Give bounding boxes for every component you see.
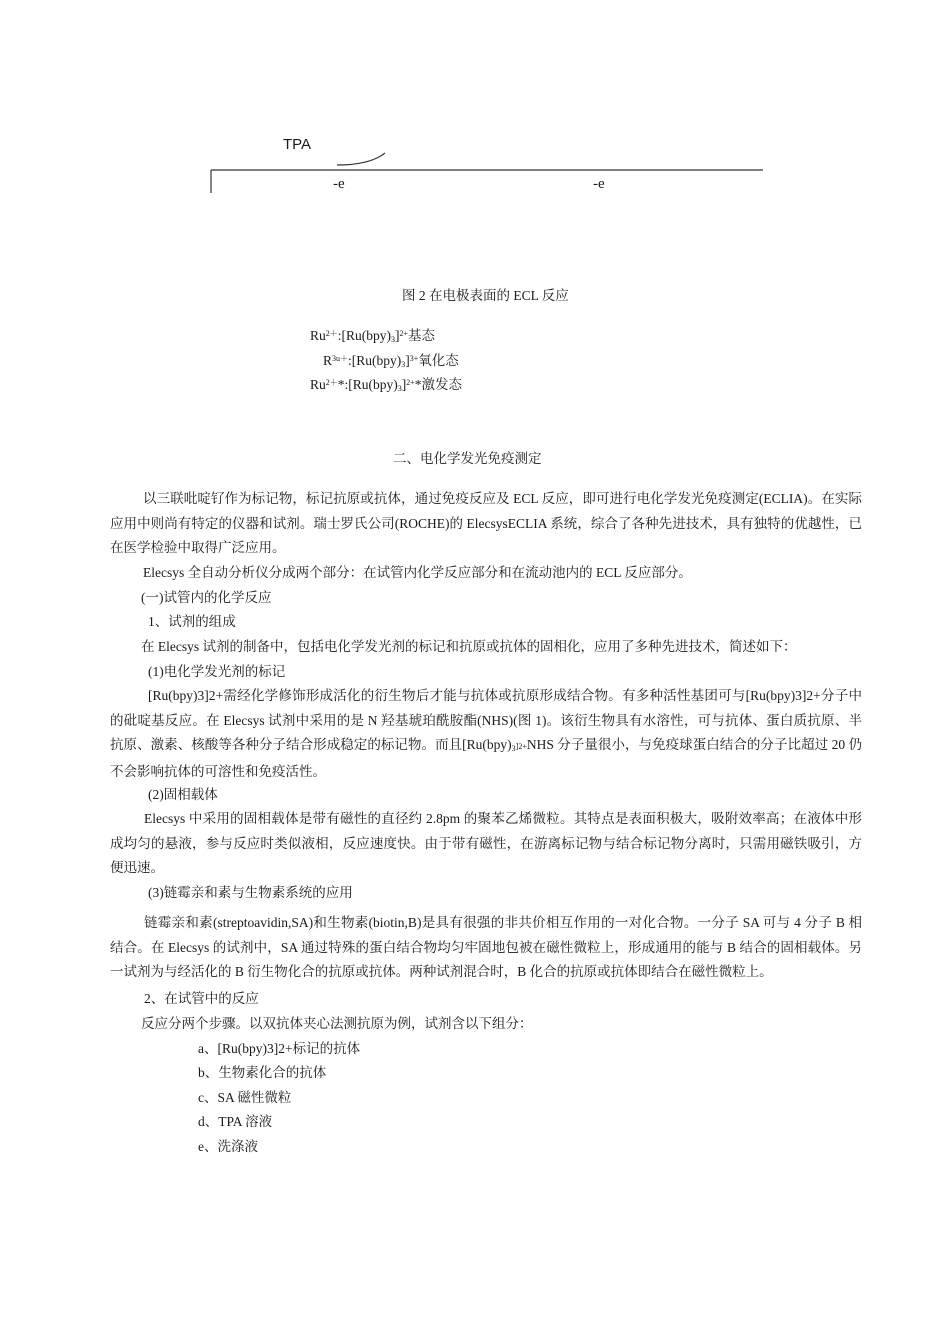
paragraph-analyzer: Elecsys 全自动分析仪分成两个部分：在试管内化学反应部分和在流动池内的 ECL 反应部分。	[143, 565, 692, 580]
electron-label-right: -e	[593, 176, 605, 192]
heading-tube-reaction: (一)试管内的化学反应	[141, 590, 272, 605]
legend-item-ground-state: $Ru^{2+}:[Ru(bpy)_3]^{2+}$基态	[310, 328, 436, 344]
heading-tube-reaction-steps: 2、在试管中的反应	[144, 991, 259, 1006]
figure-caption: 图 2 在电极表面的 ECL 反应	[402, 288, 569, 303]
heading-solid-phase: (2)固相载体	[148, 787, 218, 802]
electrode-diagram-lines	[205, 145, 770, 197]
legend-item-excited-state: $Ru^{2+}*:[Ru(bpy)_3]^{2+}*$激发态	[310, 377, 463, 393]
reaction-arc	[337, 153, 385, 165]
list-item: a、[Ru(bpy)3]2+标记的抗体	[198, 1041, 361, 1056]
heading-streptavidin-biotin: (3)链霉亲和素与生物素系统的应用	[148, 885, 353, 900]
paragraph-reagent-prep: 在 Elecsys 试剂的制备中，包括电化学发光剂的标记和抗原或抗体的固相化，应用了多种先进技术，简述如下：	[141, 639, 797, 654]
paragraph-streptavidin-biotin: 链霉亲和素(streptoavidin,SA)和生物素(biotin,B)是具有很强的非共价相互作用的一对化合物。一分子 SA 可与 4 分子 B 相结合。在 Elecsys 的试剂中，SA 通过特殊的蛋白结合物均匀牢固地包被在磁性微粒上，形成通用的能与 B 结合的固相载体。另一试剂为与经活化的 B 衍生物化合的抗原或抗体。两种试剂混合时，B 化合的抗原或抗体即结合在磁性微粒上。	[110, 915, 862, 979]
electron-label-left: -e	[333, 176, 345, 192]
legend-item-oxidized-state: $R^{3u+}:[Ru(bpy)_3]^{3+}$氧化态	[323, 353, 459, 369]
paragraph-intro: 以三联吡啶钌作为标记物，标记抗原或抗体，通过免疫反应及 ECL 反应，即可进行电化学发光免疫测定(ECLIA)。在实际应用中则尚有特定的仪器和试剂。瑞士罗氏公司(ROCHE)的 ElecsysECLIA 系统，综合了各种先进技术，具有独特的优越性，已在医学检验中取得广泛应用。	[110, 491, 862, 555]
paragraph-labeling: [Ru(bpy)3]2+需经化学修饰形成活化的衍生物后才能与抗体或抗原形成结合物。有多种活性基团可与[Ru(bpy)3]2+分子中的砒啶基反应。在 Elecsys 试剂中采用的是 N 羟基琥珀酰胺酯(NHS)(图 1)。该衍生物具有水溶性，可与抗体、蛋白质抗原、半抗原、激素、核酸等各种分子结合形成稳定的标记物。而且$[Ru(bpy)_3]2+NHS$ 分子量很小，与免疫球蛋白结合的分子比超过 20 仍不会影响抗体的可溶性和免疫活性。	[110, 688, 862, 779]
list-item: d、TPA 溶液	[198, 1114, 273, 1129]
heading-labeling: (1)电化学发光剂的标记	[148, 664, 286, 679]
paragraph-solid-phase: Elecsys 中采用的固相载体是带有磁性的直径约 2.8pm 的聚苯乙烯微粒。其特点是表面积极大，吸附效率高；在液体中形成均匀的悬液，参与反应时类似液相，反应速度快。由于带有磁性，在游离标记物与结合标记物分离时，只需用磁铁吸引，方便迅速。	[110, 811, 862, 875]
list-item: c、SA 磁性微粒	[198, 1090, 292, 1105]
list-item: e、洗涤液	[198, 1139, 258, 1154]
heading-reagent-composition: 1、试剂的组成	[148, 614, 236, 629]
list-item: b、生物素化合的抗体	[198, 1065, 327, 1080]
paragraph-reaction-steps: 反应分两个步骤。以双抗体夹心法测抗原为例，试剂含以下组分：	[141, 1016, 533, 1031]
tpa-label: TPA	[283, 136, 312, 153]
section-title: 二、电化学发光免疫测定	[393, 451, 542, 466]
